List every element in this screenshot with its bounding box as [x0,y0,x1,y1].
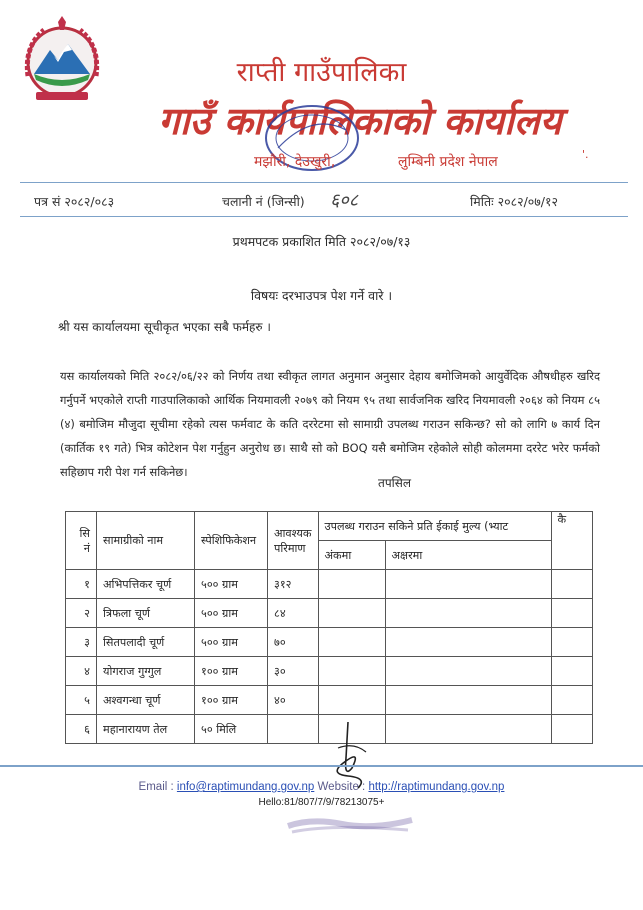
margin-mark: '. [582,148,589,161]
row-specification: ५०० ग्राम [195,628,268,657]
quotation-table [65,511,593,744]
header-quantity: आवश्यक परिमाण [268,512,319,570]
row-item-name: अभिपत्तिकर चूर्ण [97,570,195,599]
website-link[interactable]: http://raptimundang.gov.np [368,781,505,793]
row-remarks[interactable] [551,657,593,686]
row-price-words[interactable] [385,657,551,686]
header-in-words: अक्षरमा [385,541,551,570]
subject-line: विषयः दरभाउपत्र पेश गर्ने वारे । [250,288,393,303]
first-published-date: प्रथमपटक प्रकाशित मिति २०८२/०७/१३ [232,234,411,249]
row-quantity: ३१२ [268,570,319,599]
row-quantity: ७० [268,628,319,657]
row-price-words[interactable] [385,715,551,744]
dispatch-label: चलानी नं (जिन्सी) [222,194,305,209]
schedule-heading: तपसिल [378,476,412,490]
table-row [66,570,593,599]
dispatch-number-handwritten: ६०८ [330,190,359,211]
row-serial: १ [66,570,97,599]
row-price-figures[interactable] [318,599,385,628]
row-item-name: योगराज गुग्गुल [97,657,195,686]
row-item-name: त्रिफला चूर्ण [97,599,195,628]
rule-top [20,182,628,183]
row-specification: ५०० ग्राम [195,570,268,599]
salutation: श्री यस कार्यालयमा सूचीकृत भएका सबै फर्महरु । [58,320,271,334]
row-price-words[interactable] [385,599,551,628]
letter-date: मितिः २०८२/०७/१२ [470,194,558,209]
email-link[interactable]: info@raptimundang.gov.np [176,781,315,793]
row-serial: ४ [66,657,97,686]
website-label: Website : [317,781,366,793]
body-paragraph: यस कार्यालयको मिति २०८२/०६/२२ को निर्णय तथा स्वीकृत लागत अनुमान अनुसार देहाय बमोजिमको आयुर्वेदिक औषधीहरु खरिद गर्नुपर्ने भएकोले राप्ती गाउपालिकाको आर्थिक नियमावली २०७९ को नियम ९५ तथा सार्वजनिक खरिद नियमावली २०६४ को नियम ८५ (४) बमोजिम मौजुदा सूचीमा रहेको त्यस फर्मवाट के कति दररेटमा सो सामाग्री उपलब्ध गराउन सकिन्छ? सो को लागि ७ कार्य दिन (कार्तिक १९ गते) भित्र कोटेशन पेश गर्नुहुन अनुरोध छ। साथै सो को BOQ यसै बमोजिम रहेकोले सोही कोलममा दररेट भरेर फर्मको सहिछाप गरी पेश गर्न सकिनेछ। [60,369,600,479]
row-price-figures[interactable] [318,628,385,657]
header-serial: सि नं [66,512,97,570]
header-item-name: सामाग्रीको नाम [97,512,195,570]
header-unit-price: उपलब्ध गराउन सकिने प्रति ईकाई मुल्य (भ्याट [318,512,551,541]
row-price-figures[interactable] [318,570,385,599]
header-remarks: कै [551,512,593,570]
table-row [66,599,593,628]
row-remarks[interactable] [551,570,593,599]
table-row [66,657,593,686]
officer-title-stamp [282,806,418,840]
row-remarks[interactable] [551,628,593,657]
row-item-name: सितपलादी चूर्ण [97,628,195,657]
row-serial: ३ [66,628,97,657]
municipality-name: राप्ती गाउँपालिका [236,57,407,88]
table-row [66,628,593,657]
office-title: गाउँ कार्यपालिकाको कार्यालय [158,99,562,143]
row-remarks[interactable] [551,715,593,744]
row-remarks[interactable] [551,599,593,628]
header-in-figures: अंकमा [318,541,385,570]
row-price-figures[interactable] [318,686,385,715]
row-quantity: ४० [268,686,319,715]
row-serial: ५ [66,686,97,715]
footer-phone: Hello:81/807/7/9/78213075+ [258,797,385,808]
header-specification: स्पेशिफिकेशन [195,512,268,570]
row-specification: १०० ग्राम [195,686,268,715]
address-province: लुम्बिनी प्रदेश नेपाल [398,154,498,170]
row-specification: ५०० ग्राम [195,599,268,628]
row-price-words[interactable] [385,686,551,715]
row-remarks[interactable] [551,686,593,715]
row-specification: १०० ग्राम [195,657,268,686]
row-price-figures[interactable] [318,657,385,686]
row-item-name: अश्वगन्धा चूर्ण [97,686,195,715]
row-item-name: महानारायण तेल [97,715,195,744]
row-specification: ५० मिलि [195,715,268,744]
row-quantity [268,715,319,744]
address-municipality: मझौरी, देउखुरी, [254,154,336,170]
table-row [66,686,593,715]
footer-contact [0,781,643,793]
footer-rule [0,765,643,767]
row-quantity: ८४ [268,599,319,628]
rule-below-ref [20,216,628,217]
row-price-words[interactable] [385,570,551,599]
letter-number: पत्र सं २०८२/०८३ [34,194,115,209]
row-serial: २ [66,599,97,628]
email-label: Email : [138,781,174,793]
row-price-words[interactable] [385,628,551,657]
row-quantity: ३० [268,657,319,686]
row-serial: ६ [66,715,97,744]
